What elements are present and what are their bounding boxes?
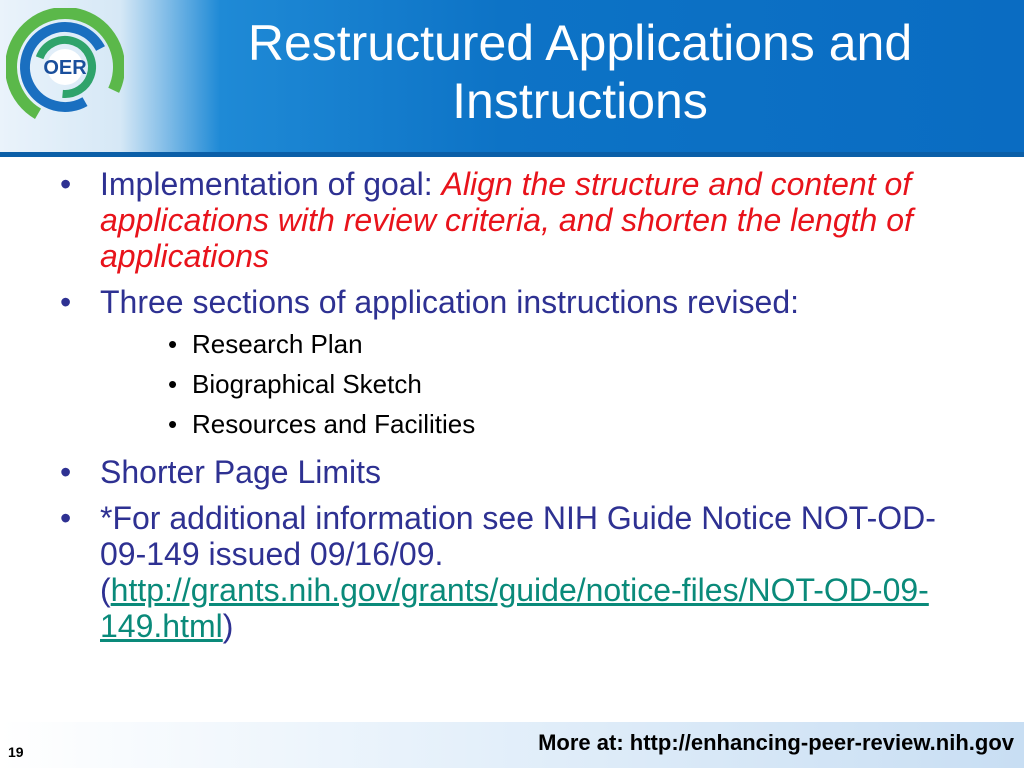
bullet-marker: •	[60, 166, 72, 202]
bullet-marker: •	[60, 284, 72, 320]
banner-divider	[0, 152, 1024, 157]
svg-text:OER: OER	[43, 57, 87, 79]
bullet-marker: •	[60, 454, 72, 490]
page-limits-text: Shorter Page Limits	[100, 454, 382, 490]
additional-info-close: )	[222, 608, 234, 644]
bullet-additional-info	[56, 500, 976, 644]
bullet-list	[56, 166, 976, 654]
bullet-page-limits	[56, 454, 976, 490]
sections-text: Three sections of application instructions revised:	[100, 284, 800, 320]
bullet-marker: •	[60, 500, 72, 536]
sub-bullet-resources	[100, 404, 976, 444]
slide-number: 19	[8, 744, 24, 760]
goal-emphasis: Align the structure and content of applications with review criteria, and shorten the length of applications	[100, 166, 913, 274]
bullet-sections	[56, 284, 976, 444]
sub-bullet-text: Research Plan	[192, 329, 363, 359]
slide-title: Restructured Applications and Instructions	[247, 15, 913, 129]
sub-bullet-research-plan	[100, 324, 976, 364]
sub-bullet-biosketch	[100, 364, 976, 404]
sub-bullet-marker: •	[168, 329, 178, 359]
oer-logo	[6, 8, 124, 126]
sub-bullet-text: Biographical Sketch	[192, 369, 422, 399]
goal-prefix: Implementation of goal:	[100, 166, 442, 202]
sub-bullet-marker: •	[168, 409, 178, 439]
sub-bullet-text: Resources and Facilities	[192, 409, 476, 439]
bullet-goal	[56, 166, 976, 274]
additional-info-text: *For additional information see NIH Guide Notice NOT-OD-09-149 issued 09/16/09. (	[100, 500, 936, 608]
sub-bullet-marker: •	[168, 369, 178, 399]
footer-more-link[interactable]: More at: http://enhancing-peer-review.nih.gov	[538, 730, 1014, 755]
notice-link[interactable]: http://grants.nih.gov/grants/guide/notice-files/NOT-OD-09-149.html	[100, 572, 929, 644]
